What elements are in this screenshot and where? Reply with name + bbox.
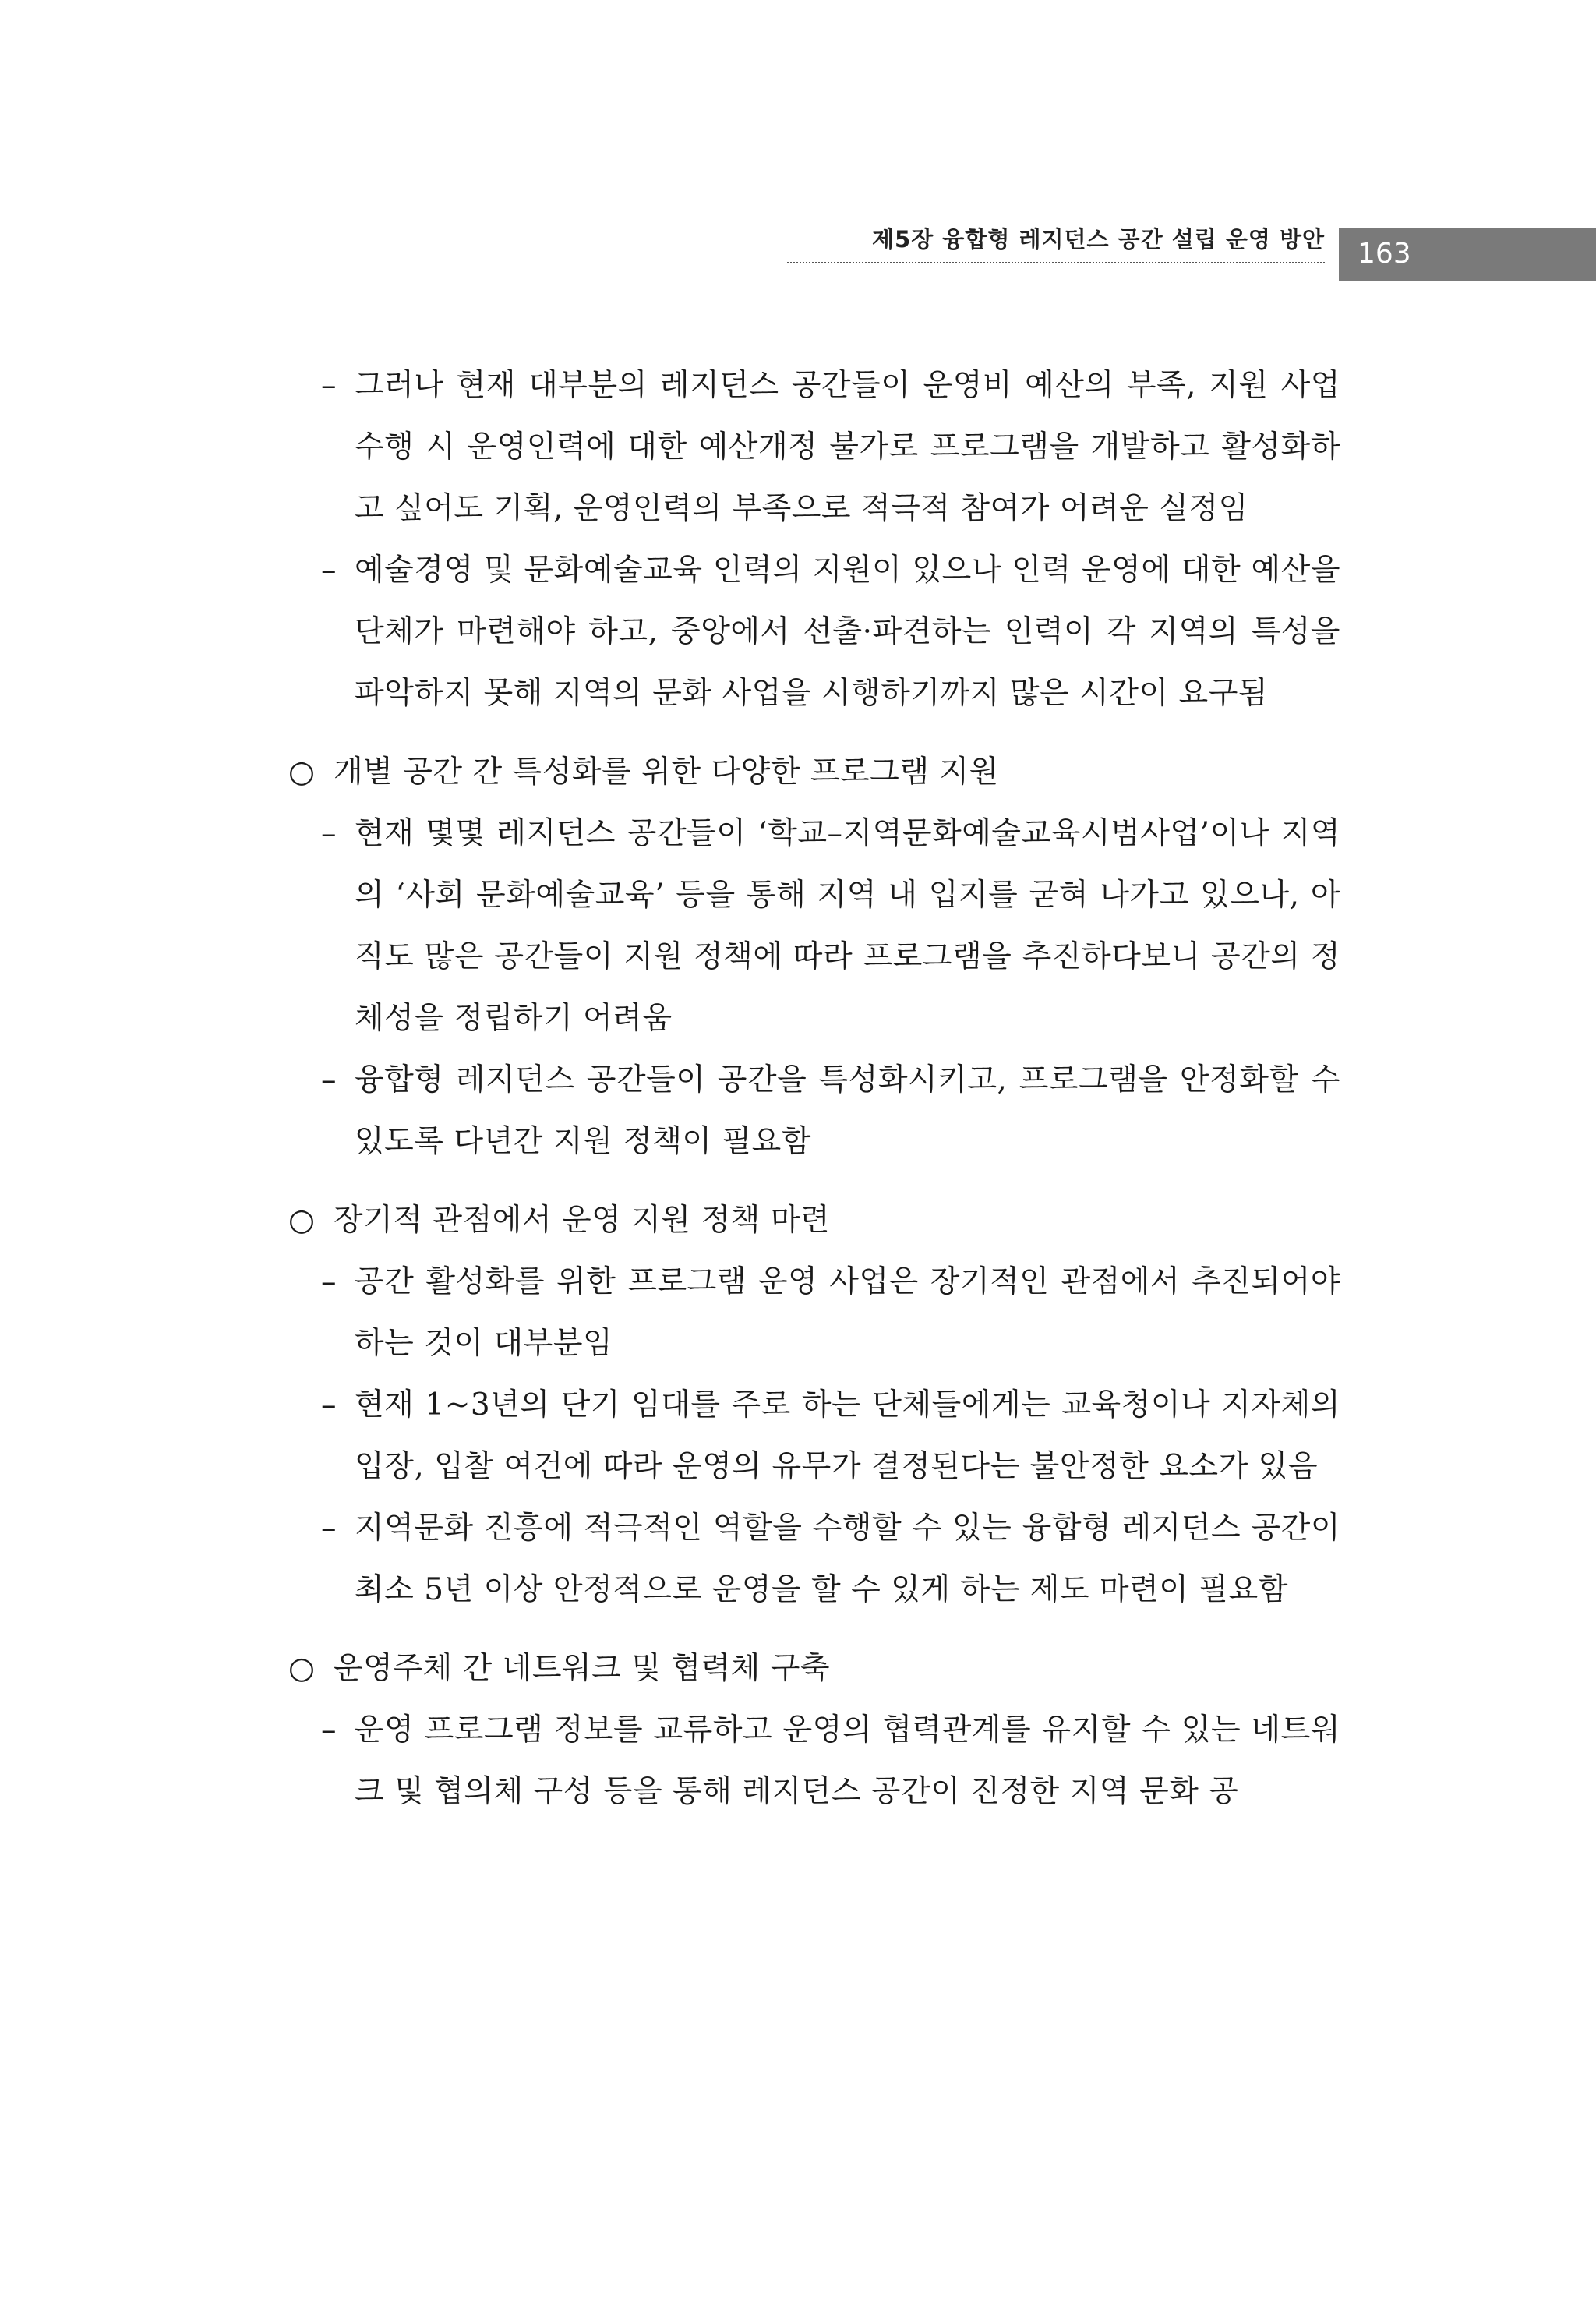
bullet-text: 지역문화 진흥에 적극적인 역할을 수행할 수 있는 융합형 레지던스 공간이 최소 5년 이상 안정적으로 운영을 할 수 있게 하는 제도 마련이 필요함 xyxy=(355,1511,1340,1607)
dash-marker: – xyxy=(321,1387,337,1423)
dash-bullet-item xyxy=(281,1049,1340,1172)
dash-bullet-item xyxy=(281,355,1340,539)
dash-marker: – xyxy=(321,1712,337,1748)
circle-marker: ○ xyxy=(288,1651,316,1686)
section-heading-text: 운영주체 간 네트워크 및 협력체 구축 xyxy=(334,1651,831,1686)
circle-marker: ○ xyxy=(288,1203,316,1238)
running-head-chapter-title: 제5장 융합형 레지던스 공간 설립 운영 방안 xyxy=(787,222,1325,263)
dash-marker: – xyxy=(321,553,337,588)
section-heading-2 xyxy=(281,1189,1340,1251)
dash-marker: – xyxy=(321,368,337,403)
dash-bullet-item xyxy=(281,1699,1340,1822)
circle-marker: ○ xyxy=(288,755,316,790)
bullet-text: 현재 몇몇 레지던스 공간들이 ‘학교–지역문화예술교육시범사업’이나 지역의 ‘사회 문화예술교육’ 등을 통해 지역 내 입지를 굳혀 나가고 있으나, 아직도 많은 공간들이 지원 정책에 따라 프로그램을 추진하다보니 공간의 정체성을 정립하기 어려움 xyxy=(355,816,1340,1036)
section-heading-1 xyxy=(281,741,1340,803)
section-heading-text: 장기적 관점에서 운영 지원 정책 마련 xyxy=(334,1203,831,1238)
dash-marker: – xyxy=(321,1062,337,1097)
dash-bullet-item xyxy=(281,1497,1340,1620)
section-heading-text: 개별 공간 간 특성화를 위한 다양한 프로그램 지원 xyxy=(334,755,999,790)
dash-marker: – xyxy=(321,1264,337,1299)
dash-marker: – xyxy=(321,816,337,851)
bullet-text: 공간 활성화를 위한 프로그램 운영 사업은 장기적인 관점에서 추진되어야 하는 것이 대부분임 xyxy=(355,1264,1340,1361)
bullet-text: 운영 프로그램 정보를 교류하고 운영의 협력관계를 유지할 수 있는 네트워크 및 협의체 구성 등을 통해 레지던스 공간이 진정한 지역 문화 공 xyxy=(355,1712,1340,1809)
dash-bullet-item xyxy=(281,539,1340,724)
page-number: 163 xyxy=(1339,228,1596,281)
dash-marker: – xyxy=(321,1511,337,1546)
dash-bullet-item xyxy=(281,1374,1340,1497)
dash-bullet-item xyxy=(281,1251,1340,1374)
document-body xyxy=(281,355,1340,1822)
bullet-text: 그러나 현재 대부분의 레지던스 공간들이 운영비 예산의 부족, 지원 사업 수행 시 운영인력에 대한 예산개정 불가로 프로그램을 개발하고 활성화하고 싶어도 기획, 운영인력의 부족으로 적극적 참여가 어려운 실정임 xyxy=(355,368,1340,526)
bullet-text: 융합형 레지던스 공간들이 공간을 특성화시키고, 프로그램을 안정화할 수 있도록 다년간 지원 정책이 필요함 xyxy=(355,1062,1340,1159)
bullet-text: 현재 1~3년의 단기 임대를 주로 하는 단체들에게는 교육청이나 지자체의 입장, 입찰 여건에 따라 운영의 유무가 결정된다는 불안정한 요소가 있음 xyxy=(355,1387,1340,1484)
bullet-text: 예술경영 및 문화예술교육 인력의 지원이 있으나 인력 운영에 대한 예산을 단체가 마련해야 하고, 중앙에서 선출·파견하는 인력이 각 지역의 특성을 파악하지 못해 지역의 문화 사업을 시행하기까지 많은 시간이 요구됨 xyxy=(355,553,1340,711)
dash-bullet-item xyxy=(281,803,1340,1049)
section-heading-3 xyxy=(281,1638,1340,1699)
